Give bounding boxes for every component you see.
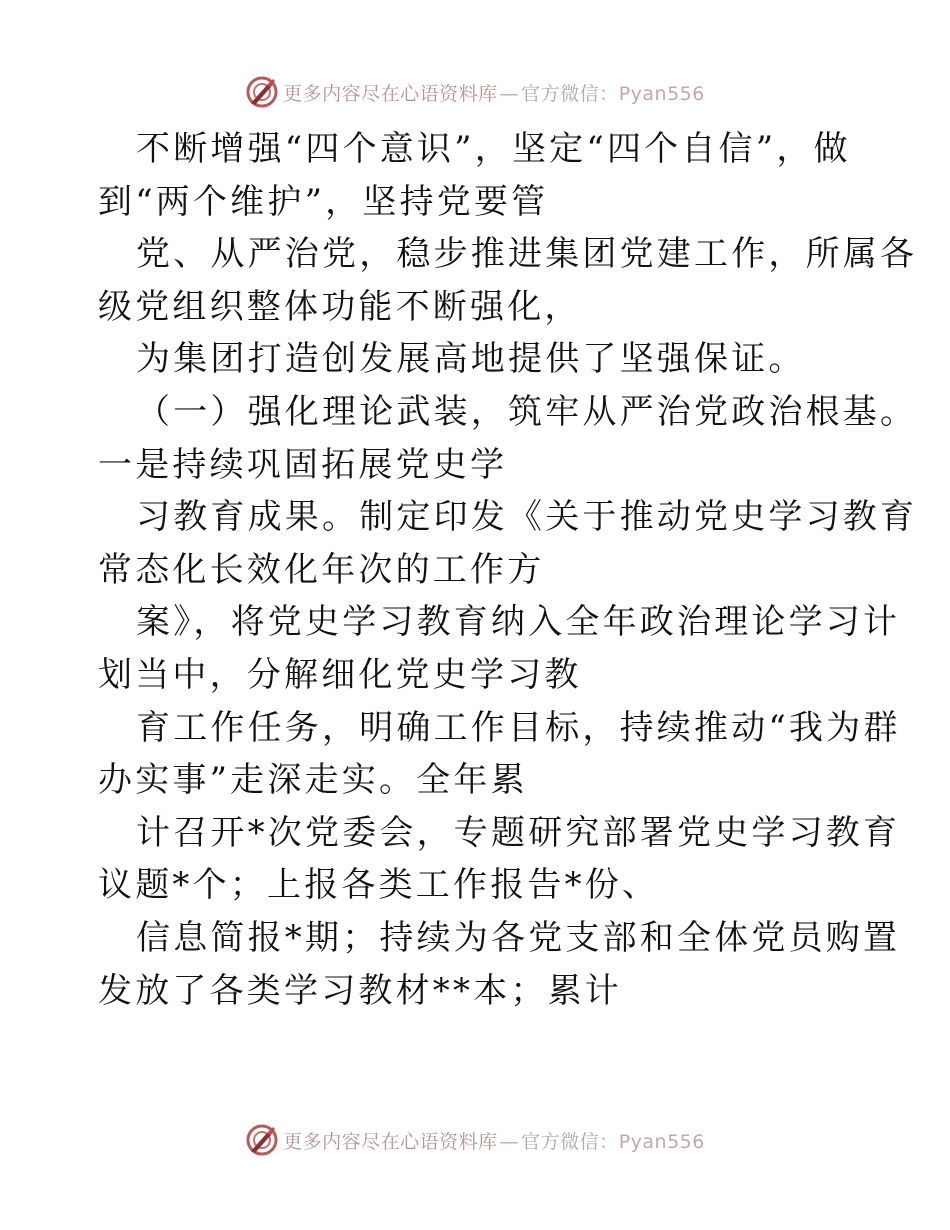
watermark-label: 官方微信： bbox=[521, 82, 619, 105]
watermark-id: Pyan556 bbox=[618, 82, 705, 105]
text-line: 案》，将党史学习教育纳入全年政治理论学习计 bbox=[136, 602, 901, 643]
footer-watermark bbox=[0, 1120, 950, 1160]
text-line: 习教育成果。制定印发《关于推动党史学习教育 bbox=[136, 497, 918, 538]
watermark-logo-icon bbox=[245, 75, 279, 109]
text-line: 不断增强“四个意识”，坚定“四个自信”，做 bbox=[136, 129, 851, 169]
text-line: 常态化长效化年次的工作方 bbox=[98, 549, 545, 590]
watermark-id: Pyan556 bbox=[618, 1130, 705, 1153]
text-line: 计召开*次党委会，专题研究部署党史学习教育 bbox=[136, 812, 901, 853]
text-line: 划当中，分解细化党史学习教 bbox=[98, 654, 582, 695]
document-body bbox=[98, 123, 918, 1017]
text-line: （一）强化理论武装，筑牢从严治党政治根基。 bbox=[136, 391, 918, 432]
watermark-text bbox=[283, 1127, 705, 1154]
header-watermark bbox=[0, 72, 950, 112]
watermark-dash: — bbox=[499, 1130, 520, 1153]
watermark-text bbox=[283, 79, 705, 106]
text-line: 发放了各类学习教材**本；累计 bbox=[98, 970, 622, 1011]
watermark-logo-icon bbox=[245, 1123, 279, 1157]
watermark-dash: — bbox=[499, 82, 520, 105]
text-line: 办实事”走深走实。全年累 bbox=[98, 760, 528, 801]
watermark-label: 官方微信： bbox=[521, 1130, 619, 1153]
text-line: 级党组织整体功能不断强化， bbox=[98, 286, 582, 327]
text-line: 为集团打造创发展高地提供了坚强保证。 bbox=[136, 339, 806, 380]
watermark-brand: 更多内容尽在心语资料库 bbox=[283, 82, 498, 105]
text-line: 到“两个维护”，坚持党要管 bbox=[98, 181, 549, 222]
text-line: 一是持续巩固拓展党史学 bbox=[98, 444, 508, 485]
text-line: 议题*个；上报各类工作报告*份、 bbox=[98, 865, 660, 906]
watermark-brand: 更多内容尽在心语资料库 bbox=[283, 1130, 498, 1153]
text-line: 信息简报*期；持续为各党支部和全体党员购置 bbox=[136, 917, 901, 958]
text-line: 党、从严治党，稳步推进集团党建工作，所属各 bbox=[136, 234, 918, 275]
text-line: 育工作任务，明确工作目标，持续推动“我为群 bbox=[136, 707, 901, 748]
